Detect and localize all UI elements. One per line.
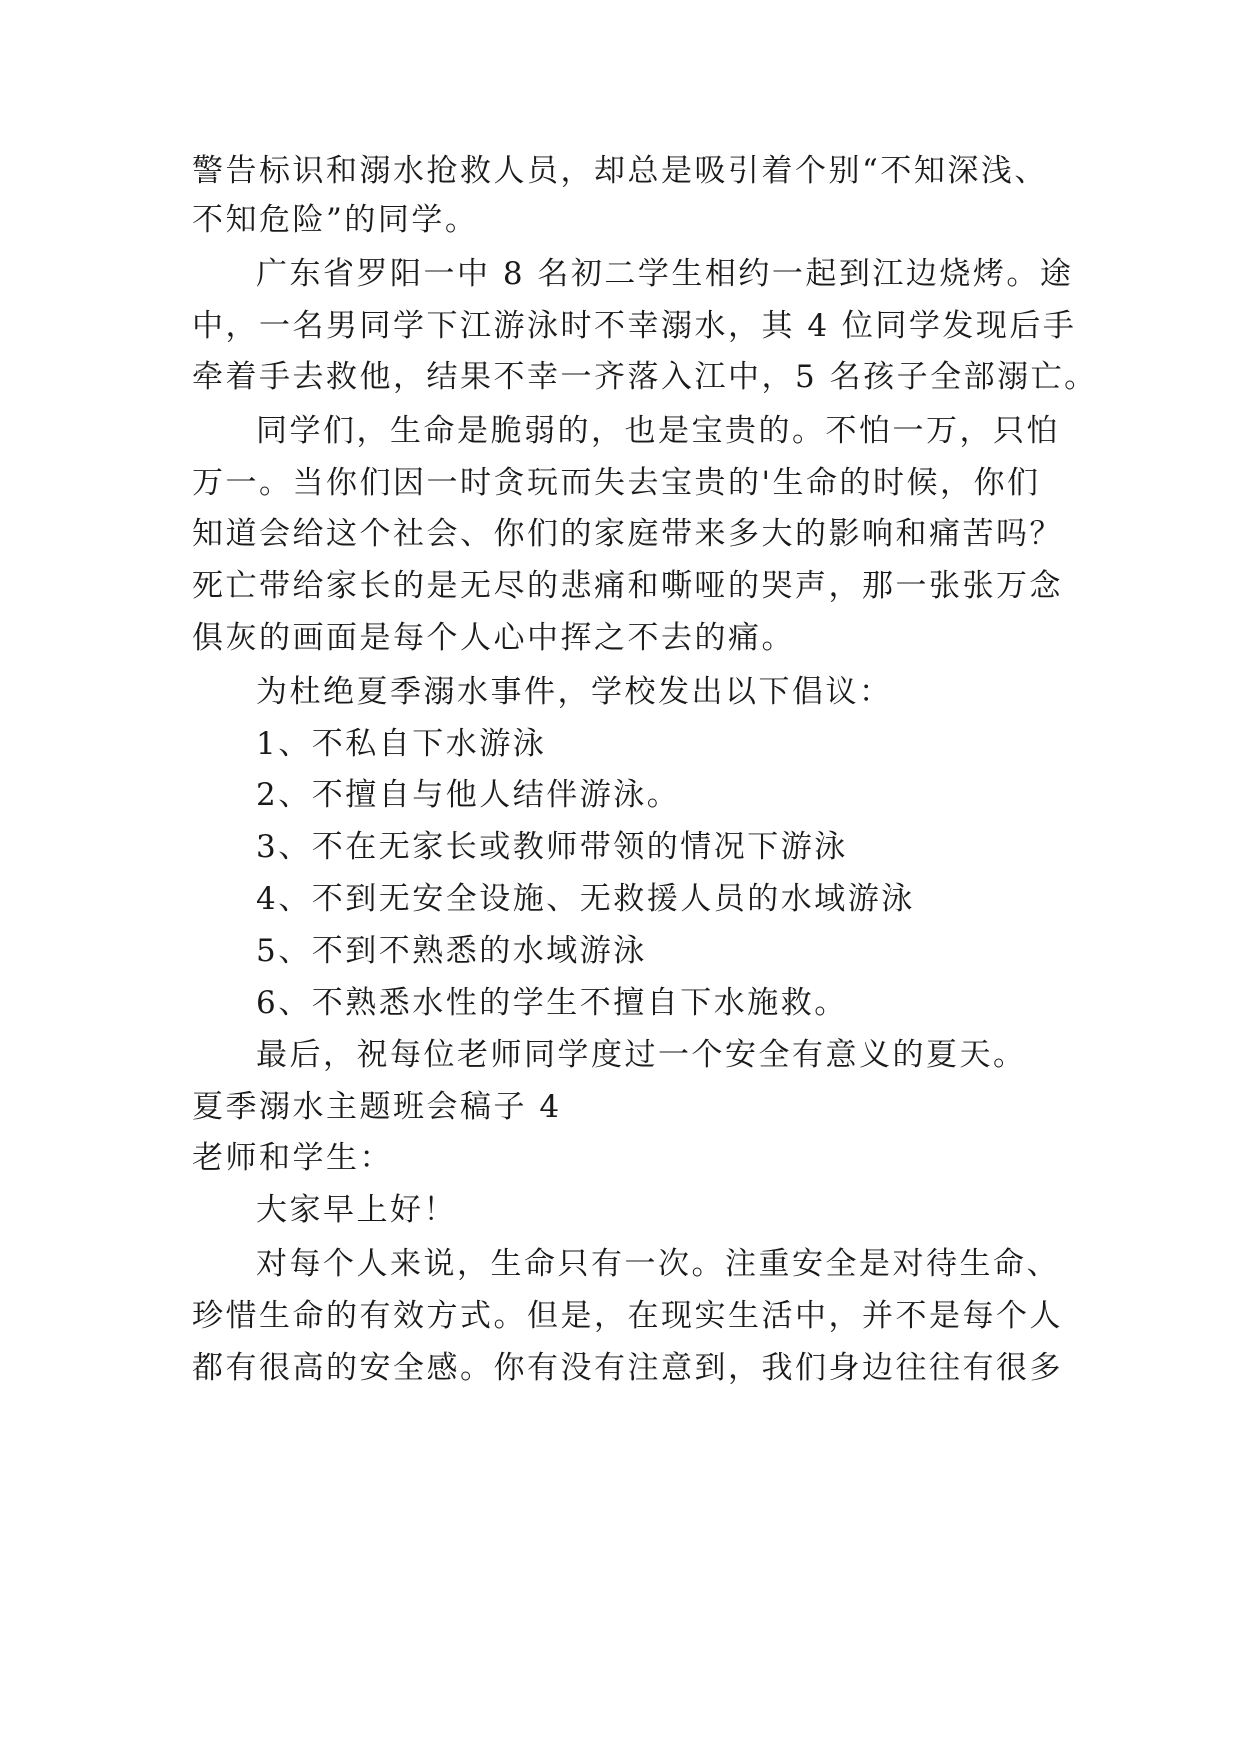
list-item: 6、不熟悉水性的学生不擅自下水施救。: [256, 985, 848, 1021]
section-heading: 夏季溺水主题班会稿子 4: [192, 1089, 562, 1125]
text-line: 知道会给这个社会、你们的家庭带来多大的影响和痛苦吗？: [192, 516, 1063, 552]
list-item: 2、不擅自与他人结伴游泳。: [256, 777, 681, 813]
greeting: 大家早上好！: [256, 1192, 457, 1228]
paragraph-first-line: 最后，祝每位老师同学度过一个安全有意义的夏天。: [256, 1037, 1027, 1073]
paragraph-first-line: 对每个人来说，生命只有一次。注重安全是对待生命、: [256, 1246, 1060, 1282]
text-line: 死亡带给家长的是无尽的悲痛和嘶哑的哭声，那一张张万念: [192, 568, 1063, 604]
paragraph-first-line: 为杜绝夏季溺水事件，学校发出以下倡议：: [256, 674, 893, 710]
salutation: 老师和学生：: [192, 1140, 393, 1176]
text-line: 俱灰的画面是每个人心中挥之不去的痛。: [192, 620, 795, 656]
list-item: 4、不到无安全设施、无救援人员的水域游泳: [256, 881, 915, 917]
text-line: 中，一名男同学下江游泳时不幸溺水，其 4 位同学发现后手: [192, 308, 1077, 344]
list-item: 5、不到不熟悉的水域游泳: [256, 933, 647, 969]
text-line: 珍惜生命的有效方式。但是，在现实生活中，并不是每个人: [192, 1298, 1063, 1334]
text-line: 都有很高的安全感。你有没有注意到，我们身边往往有很多: [192, 1350, 1063, 1386]
list-item: 1、不私自下水游泳: [256, 726, 547, 762]
text-line: 不知危险”的同学。: [192, 202, 479, 238]
paragraph-first-line: 广东省罗阳一中 8 名初二学生相约一起到江边烧烤。途: [256, 256, 1074, 292]
list-item: 3、不在无家长或教师带领的情况下游泳: [256, 829, 848, 865]
text-line: 牵着手去救他，结果不幸一齐落入江中，5 名孩子全部溺亡。: [192, 359, 1098, 395]
paragraph-first-line: 同学们，生命是脆弱的，也是宝贵的。不怕一万，只怕: [256, 413, 1060, 449]
text-line: 万一。当你们因一时贪玩而失去宝贵的'生命的时候，你们: [192, 465, 1041, 501]
text-line: 警告标识和溺水抢救人员，却总是吸引着个别“不知深浅、: [192, 153, 1048, 189]
